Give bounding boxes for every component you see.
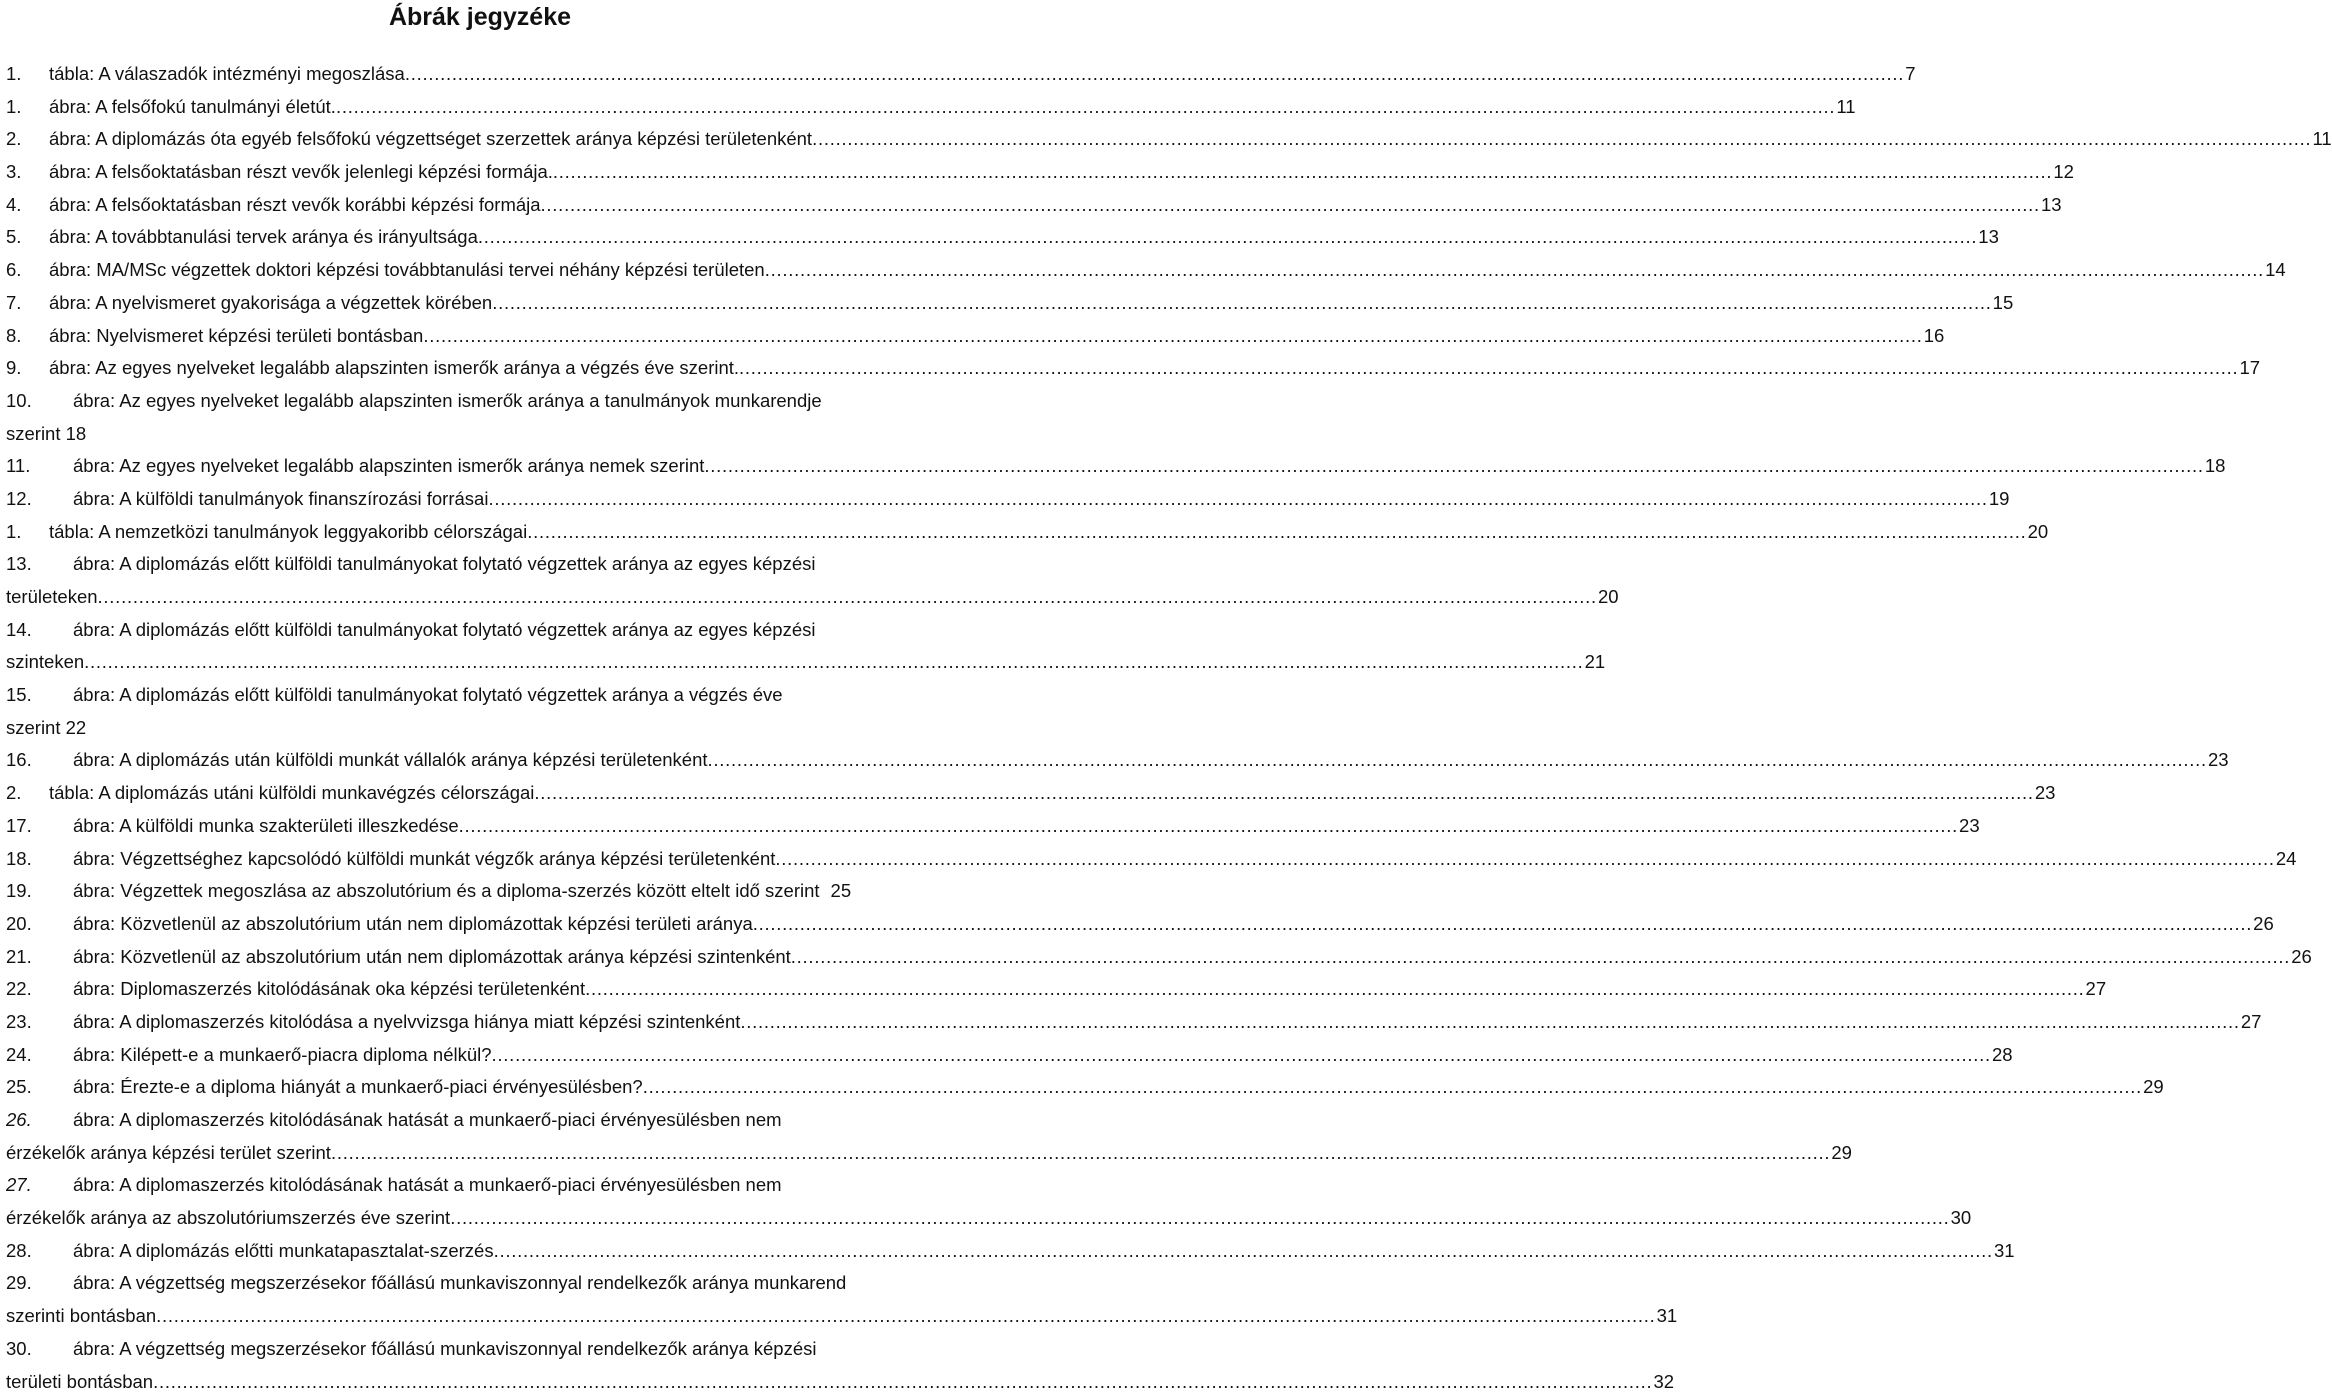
- entry-caption: ábra: A végzettség megszerzésekor főállású munkaviszonnyal rendelkezők aránya képzési: [73, 1333, 817, 1366]
- entry-number: 21.: [6, 941, 73, 974]
- entry-caption: ábra: Végzettek megoszlása az abszolutórium és a diploma-szerzés között eltelt idő szerint: [73, 875, 820, 908]
- entry-page-number: 29: [2139, 1071, 2164, 1104]
- toc-entry-line: [6, 156, 962, 189]
- leader-dots: [156, 1300, 1652, 1333]
- entry-page-number: 26: [2249, 908, 2274, 941]
- entry-page-number: 29: [1827, 1137, 1852, 1170]
- entry-number: 1.: [6, 91, 49, 124]
- toc-entry-line: [6, 875, 962, 908]
- leader-dots: [459, 810, 1955, 843]
- toc-entry[interactable]: [6, 1169, 962, 1234]
- entry-number: 27.: [6, 1169, 73, 1202]
- toc-entry-line: [6, 908, 962, 941]
- entry-caption: ábra: A diplomázás előtt külföldi tanulmányokat folytató végzettek aránya a végzés éve: [73, 679, 783, 712]
- entry-number: 28.: [6, 1235, 73, 1268]
- entry-caption-continued: érzékelők aránya az abszolutóriumszerzés éve szerint: [6, 1202, 450, 1235]
- entry-page-number: 15: [1989, 287, 2014, 320]
- entry-caption-continued: szerint 18: [6, 418, 86, 451]
- entry-page-number: 21: [1581, 646, 1606, 679]
- toc-entry-line: [6, 58, 962, 91]
- toc-entry-line: [6, 1104, 962, 1137]
- toc-entry[interactable]: [6, 1333, 962, 1398]
- entry-caption-continued: szinteken: [6, 646, 84, 679]
- entry-caption: ábra: A diplomázás óta egyéb felsőfokú végzettséget szerzettek aránya képzési területenként: [49, 123, 812, 156]
- entry-number: 9.: [6, 352, 49, 385]
- toc-entry-line: [6, 1137, 962, 1170]
- entry-page-number: 30: [1947, 1202, 1972, 1235]
- toc-entry-line: [6, 1366, 962, 1398]
- toc-entry[interactable]: [6, 875, 962, 908]
- entry-caption: ábra: Az egyes nyelveket legalább alapszinten ismerők aránya nemek szerint: [73, 450, 704, 483]
- toc-entry[interactable]: [6, 221, 962, 254]
- leader-dots: [739, 352, 2235, 385]
- entry-caption: ábra: A diplomaszerzés kitolódásának hatását a munkaerő-piaci érvényesülésben nem: [73, 1169, 782, 1202]
- entry-caption: tábla: A válaszadók intézményi megoszlása: [49, 58, 405, 91]
- entry-number: 14.: [6, 614, 73, 647]
- entry-number: 7.: [6, 287, 49, 320]
- entry-caption: ábra: A végzettség megszerzésekor főállású munkaviszonnyal rendelkezők aránya munkarend: [73, 1267, 846, 1300]
- entry-caption-continued: területeken: [6, 581, 98, 614]
- entry-page-number: 28: [1988, 1039, 2013, 1072]
- entry-number: 6.: [6, 254, 49, 287]
- entry-page-number: 23: [1955, 810, 1980, 843]
- leader-dots: [494, 1235, 1990, 1268]
- entry-number: 1.: [6, 516, 49, 549]
- toc-entry[interactable]: [6, 156, 962, 189]
- list-of-figures: [6, 58, 962, 1398]
- entry-number: 29.: [6, 1267, 73, 1300]
- toc-entry-line: [6, 843, 962, 876]
- entry-caption: ábra: A diplomázás után külföldi munkát vállalók aránya képzési területenként: [73, 744, 708, 777]
- entry-caption: ábra: Végzettséghez kapcsolódó külföldi munkát végzők aránya képzési területenként: [73, 843, 775, 876]
- entry-caption: tábla: A nemzetközi tanulmányok leggyakoribb célországai: [49, 516, 527, 549]
- toc-entry[interactable]: [6, 777, 962, 810]
- toc-entry-line: [6, 221, 962, 254]
- toc-entry[interactable]: [6, 908, 962, 941]
- entry-number: 19.: [6, 875, 73, 908]
- toc-entry[interactable]: [6, 810, 962, 843]
- leader-dots: [98, 581, 1594, 614]
- entry-number: 12.: [6, 483, 73, 516]
- toc-entry[interactable]: [6, 483, 962, 516]
- entry-page-number: 24: [2272, 843, 2297, 876]
- toc-entry[interactable]: [6, 58, 962, 91]
- leader-dots: [527, 516, 2023, 549]
- toc-entry[interactable]: [6, 614, 962, 679]
- toc-entry[interactable]: [6, 352, 962, 385]
- leader-dots: [488, 483, 1984, 516]
- entry-page-number: 31: [1990, 1235, 2015, 1268]
- entry-page-number: 13: [1974, 221, 1999, 254]
- leader-dots: [331, 1137, 1827, 1170]
- toc-entry[interactable]: [6, 123, 962, 156]
- entry-page-number: 27: [2082, 973, 2107, 1006]
- toc-entry-line: [6, 1039, 962, 1072]
- leader-dots: [423, 320, 1919, 353]
- toc-entry[interactable]: [6, 1071, 962, 1104]
- toc-entry[interactable]: [6, 973, 962, 1006]
- toc-entry[interactable]: [6, 385, 962, 450]
- leader-dots: [553, 156, 2049, 189]
- toc-entry-line: [6, 548, 962, 581]
- toc-entry[interactable]: [6, 941, 962, 974]
- entry-caption: ábra: A diplomaszerzés kitolódásának hatását a munkaerő-piaci érvényesülésben nem: [73, 1104, 782, 1137]
- entry-number: 17.: [6, 810, 73, 843]
- entry-page-number: 16: [1920, 320, 1945, 353]
- entry-caption: ábra: Közvetlenül az abszolutórium után nem diplomázottak képzési területi aránya: [73, 908, 753, 941]
- toc-entry[interactable]: [6, 91, 962, 124]
- toc-entry[interactable]: [6, 189, 962, 222]
- entry-caption: ábra: A továbbtanulási tervek aránya és irányultsága: [49, 221, 478, 254]
- toc-entry-line: [6, 777, 962, 810]
- entry-caption: ábra: A diplomaszerzés kitolódása a nyelvvizsga hiánya miatt képzési szintenként: [73, 1006, 740, 1039]
- entry-number: 4.: [6, 189, 49, 222]
- entry-page-number: 31: [1653, 1300, 1678, 1333]
- toc-entry-line: [6, 973, 962, 1006]
- entry-caption: ábra: Érezte-e a diploma hiányát a munkaerő-piaci érvényesülésben?: [73, 1071, 643, 1104]
- entry-page-number: 18: [2201, 450, 2226, 483]
- entry-number: 20.: [6, 908, 73, 941]
- toc-entry-line: [6, 483, 962, 516]
- entry-caption: ábra: A külföldi tanulmányok finanszírozási forrásai: [73, 483, 488, 516]
- leader-dots: [492, 1039, 1988, 1072]
- entry-number: 13.: [6, 548, 73, 581]
- toc-entry[interactable]: [6, 320, 962, 353]
- toc-entry[interactable]: [6, 1039, 962, 1072]
- entry-number: 16.: [6, 744, 73, 777]
- entry-page-number: 12: [2049, 156, 2074, 189]
- entry-number: 3.: [6, 156, 49, 189]
- entry-number: 24.: [6, 1039, 73, 1072]
- entry-caption: ábra: A felsőfokú tanulmányi életút.: [49, 91, 336, 124]
- leader-dots: [84, 646, 1580, 679]
- toc-entry[interactable]: [6, 450, 962, 483]
- leader-dots: [478, 221, 1974, 254]
- entry-page-number: 26: [2287, 941, 2312, 974]
- leader-dots: [153, 1366, 1649, 1398]
- leader-dots: [541, 189, 2037, 222]
- toc-entry-line: [6, 810, 962, 843]
- leader-dots: [704, 450, 2200, 483]
- entry-caption: ábra: Kilépett-e a munkaerő-piacra diploma nélkül?: [73, 1039, 492, 1072]
- entry-caption: ábra: Nyelvismeret képzési területi bontásban: [49, 320, 423, 353]
- toc-entry-line: [6, 581, 962, 614]
- toc-entry[interactable]: [6, 516, 962, 549]
- entry-number: 8.: [6, 320, 49, 353]
- toc-entry-line: [6, 1333, 962, 1366]
- leader-dots: [765, 254, 2261, 287]
- entry-number: 23.: [6, 1006, 73, 1039]
- entry-caption: ábra: MA/MSc végzettek doktori képzési továbbtanulási tervei néhány képzési területen: [49, 254, 765, 287]
- toc-entry-line: [6, 450, 962, 483]
- entry-number: 22.: [6, 973, 73, 1006]
- entry-page-number: 25: [827, 875, 852, 908]
- toc-entry[interactable]: [6, 1006, 962, 1039]
- entry-page-number: 14: [2261, 254, 2286, 287]
- entry-caption: ábra: Az egyes nyelveket legalább alapszinten ismerők aránya a tanulmányok munkarendje: [73, 385, 822, 418]
- entry-caption: ábra: A diplomázás előtti munkatapasztalat-szerzés: [73, 1235, 494, 1268]
- entry-caption-continued: területi bontásban: [6, 1366, 153, 1398]
- entry-caption: ábra: A nyelvismeret gyakorisága a végzettek körében: [49, 287, 492, 320]
- toc-entry[interactable]: [6, 287, 962, 320]
- toc-entry[interactable]: [6, 843, 962, 876]
- entry-number: 1.: [6, 58, 49, 91]
- toc-entry[interactable]: [6, 254, 962, 287]
- toc-entry-line: [6, 646, 962, 679]
- entry-number: 2.: [6, 777, 49, 810]
- entry-number: 26.: [6, 1104, 73, 1137]
- toc-entry-line: [6, 1006, 962, 1039]
- leader-dots: [450, 1202, 1946, 1235]
- leader-dots: [336, 91, 1832, 124]
- entry-page-number: 23: [2204, 744, 2229, 777]
- toc-entry[interactable]: [6, 679, 962, 744]
- entry-number: 18.: [6, 843, 73, 876]
- entry-caption: ábra: A felsőoktatásban részt vevők jelenlegi képzési formája.: [49, 156, 553, 189]
- entry-page-number: 11: [1832, 91, 1855, 124]
- entry-caption: ábra: A külföldi munka szakterületi illeszkedése: [73, 810, 459, 843]
- toc-entry-line: [6, 1235, 962, 1268]
- toc-entry[interactable]: [6, 744, 962, 777]
- entry-caption-continued: szerinti bontásban: [6, 1300, 156, 1333]
- toc-entry-line: [6, 189, 962, 222]
- toc-entry-line: [6, 287, 962, 320]
- leader-dots: [643, 1071, 2139, 1104]
- entry-page-number: 19: [1985, 483, 2010, 516]
- entry-caption: ábra: Közvetlenül az abszolutórium után nem diplomázottak aránya képzési szintenként: [73, 941, 791, 974]
- toc-entry-line: [6, 1169, 962, 1202]
- toc-entry-line: [6, 385, 962, 418]
- toc-entry[interactable]: [6, 1104, 962, 1169]
- toc-entry[interactable]: [6, 1267, 962, 1332]
- toc-entry-line: [6, 418, 962, 451]
- leader-dots: [585, 973, 2081, 1006]
- toc-entry-line: [6, 91, 962, 124]
- page-title: Ábrák jegyzéke: [0, 2, 960, 32]
- entry-caption: ábra: A diplomázás előtt külföldi tanulmányokat folytató végzettek aránya az egyes képzési: [73, 548, 815, 581]
- toc-entry-line: [6, 1071, 962, 1104]
- toc-entry-line: [6, 352, 962, 385]
- entry-number: 25.: [6, 1071, 73, 1104]
- leader-dots: [740, 1006, 2236, 1039]
- leader-dots: [775, 843, 2271, 876]
- entry-caption: ábra: A diplomázás előtt külföldi tanulmányokat folytató végzettek aránya az egyes képzési: [73, 614, 815, 647]
- entry-caption: ábra: Az egyes nyelveket legalább alapszinten ismerők aránya a végzés éve szerint.: [49, 352, 739, 385]
- leader-dots: [492, 287, 1988, 320]
- entry-page-number: 11: [2309, 123, 2332, 156]
- entry-caption: tábla: A diplomázás utáni külföldi munkavégzés célországai: [49, 777, 534, 810]
- entry-page-number: 20: [1594, 581, 1619, 614]
- toc-entry-line: [6, 712, 962, 745]
- toc-entry-line: [6, 123, 962, 156]
- toc-entry-line: [6, 614, 962, 647]
- toc-entry-line: [6, 1300, 962, 1333]
- toc-entry[interactable]: [6, 1235, 962, 1268]
- entry-number: 30.: [6, 1333, 73, 1366]
- toc-entry-line: [6, 1267, 962, 1300]
- entry-caption-continued: szerint 22: [6, 712, 86, 745]
- toc-entry-line: [6, 254, 962, 287]
- toc-entry-line: [6, 679, 962, 712]
- entry-page-number: 23: [2031, 777, 2056, 810]
- leader-dots: [753, 908, 2249, 941]
- entry-number: 10.: [6, 385, 73, 418]
- entry-number: 15.: [6, 679, 73, 712]
- entry-page-number: 27: [2237, 1006, 2262, 1039]
- toc-entry-line: [6, 320, 962, 353]
- leader-dots: [405, 58, 1901, 91]
- toc-entry-line: [6, 744, 962, 777]
- entry-number: 11.: [6, 450, 73, 483]
- leader-dots: [812, 123, 2308, 156]
- entry-page-number: 32: [1650, 1366, 1675, 1398]
- leader-dots: [534, 777, 2030, 810]
- toc-entry-line: [6, 1202, 962, 1235]
- toc-entry-line: [6, 941, 962, 974]
- entry-number: 5.: [6, 221, 49, 254]
- toc-entry[interactable]: [6, 548, 962, 613]
- entry-page-number: 13: [2037, 189, 2062, 222]
- toc-entry-line: [6, 516, 962, 549]
- entry-page-number: 17: [2235, 352, 2260, 385]
- leader-dots: [708, 744, 2204, 777]
- leader-dots: [791, 941, 2287, 974]
- entry-caption: ábra: A felsőoktatásban részt vevők korábbi képzési formája: [49, 189, 541, 222]
- entry-number: 2.: [6, 123, 49, 156]
- entry-caption-continued: érzékelők aránya képzési terület szerint: [6, 1137, 331, 1170]
- entry-page-number: 7: [1901, 58, 1915, 91]
- entry-caption: ábra: Diplomaszerzés kitolódásának oka képzési területenként: [73, 973, 585, 1006]
- entry-page-number: 20: [2024, 516, 2049, 549]
